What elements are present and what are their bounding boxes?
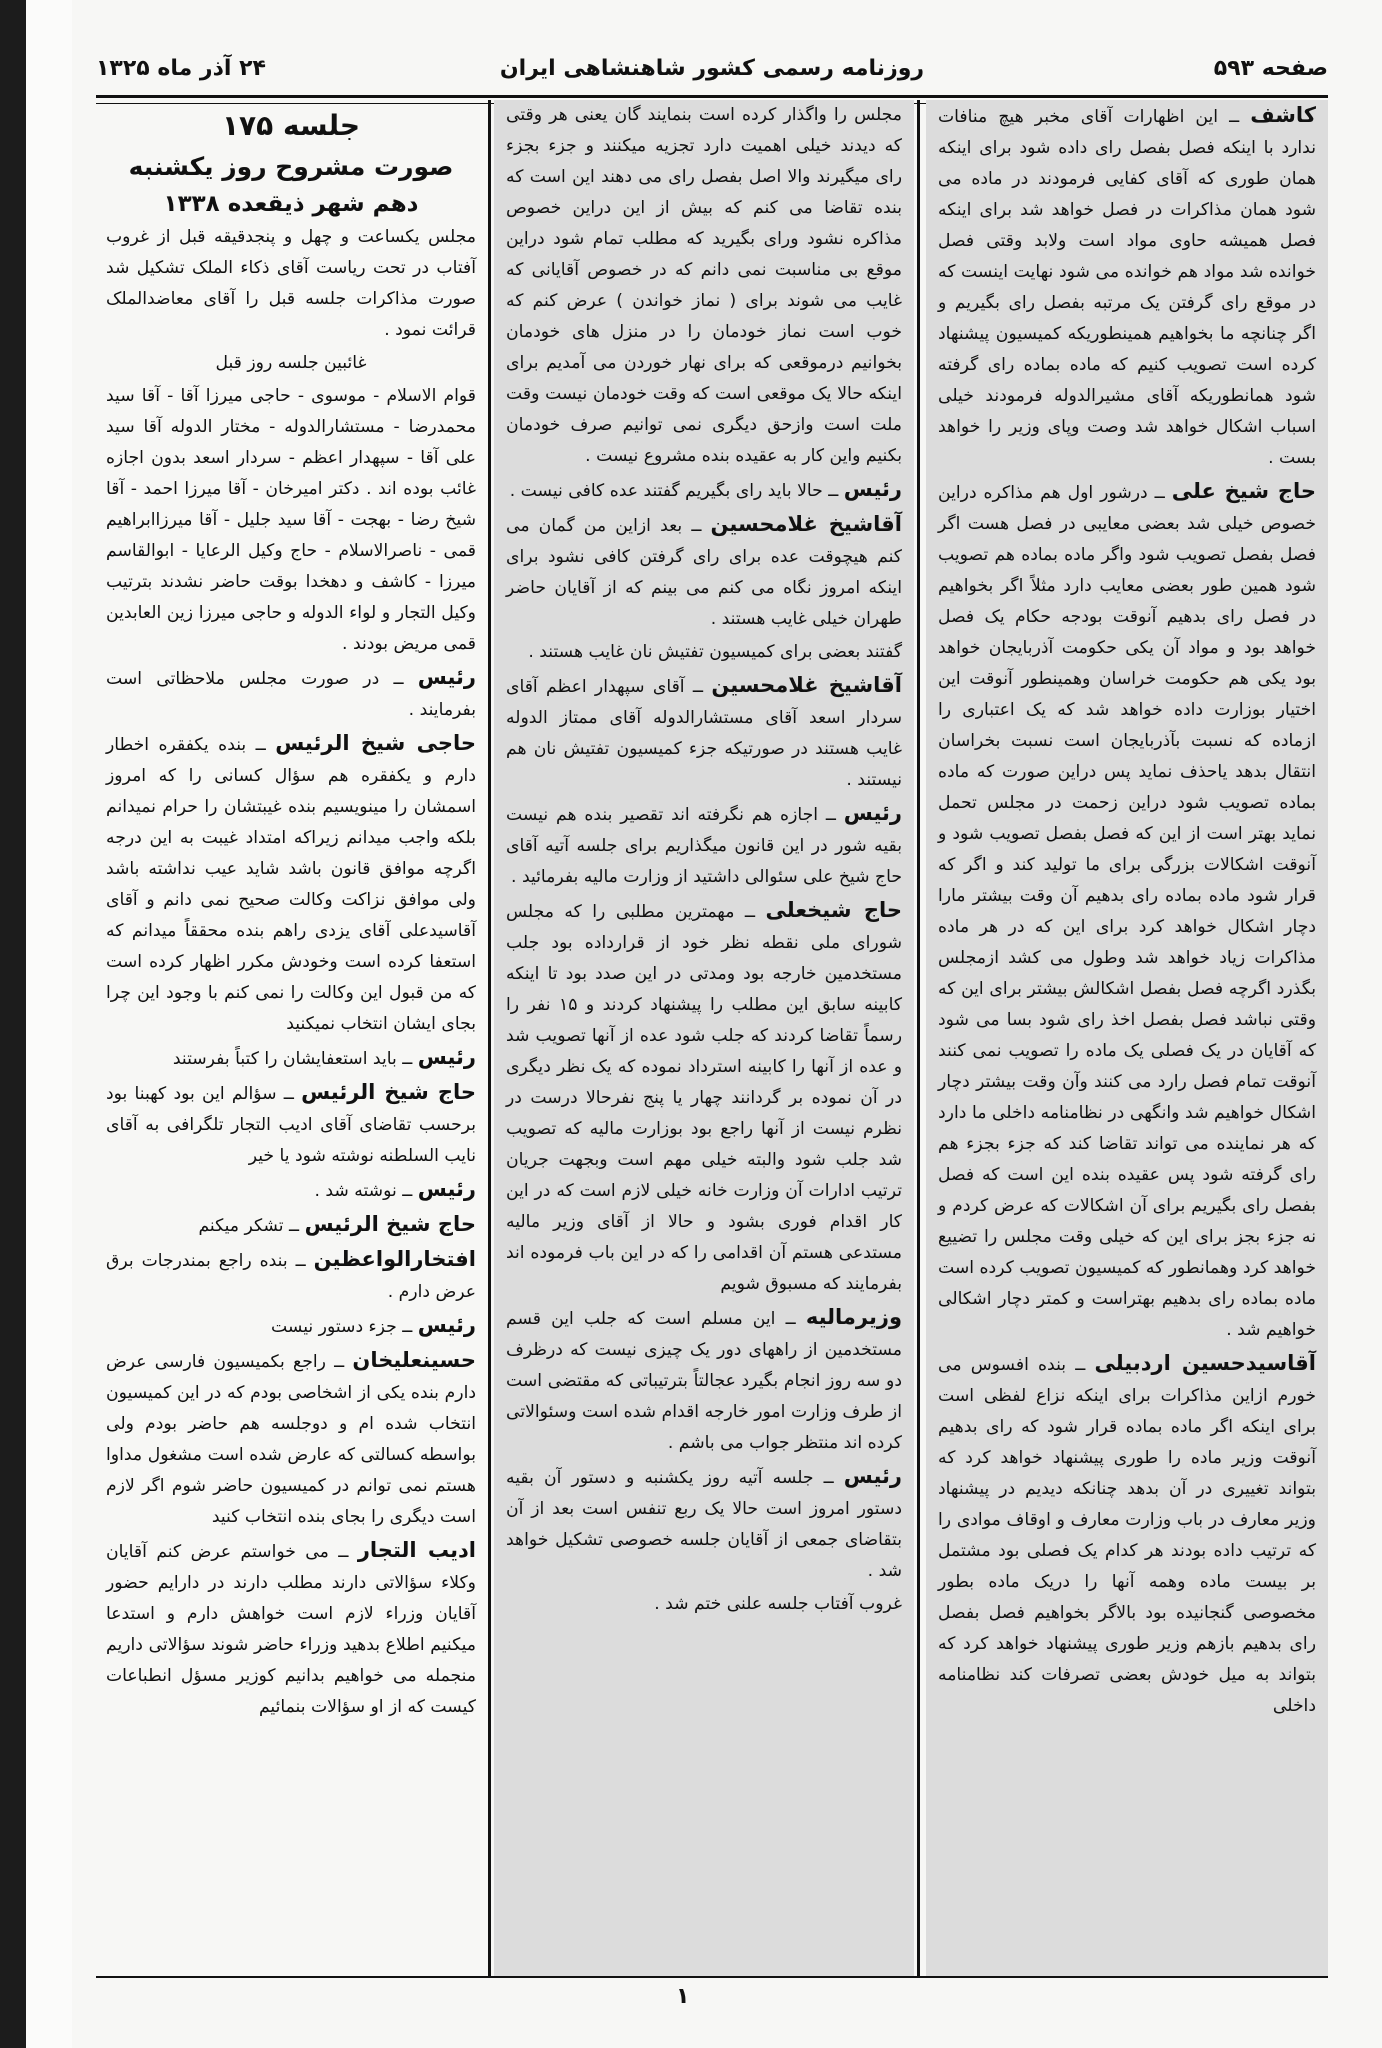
speech-paragraph [106, 662, 476, 726]
page-number-label: صفحه ۵۹۳ [1213, 56, 1328, 81]
left-entries [106, 662, 476, 1723]
speech-paragraph [106, 1174, 476, 1207]
scan-edge [0, 0, 26, 2048]
speech-paragraph [106, 1077, 476, 1172]
speech-text: ــ جزء دستور نیست [271, 1317, 413, 1337]
speaker-name: رئیس [417, 1313, 476, 1337]
speaker-name: حاج شیخ الرئیس [301, 1080, 476, 1104]
speaker-name: رئیس [843, 477, 902, 501]
speech-text: ــ بعد ازاین من گمان می کنم هیچوقت عده برای رای گرفتن کافی نشود برای اینکه امروز نگاه می کنم می بینم که از آقایان حاضر طهران خیلی غایب هستند . [506, 516, 902, 629]
speaker-name: ادیب التجار [357, 1538, 476, 1562]
speaker-name: آقاسیدحسین اردبیلی [1094, 1351, 1316, 1375]
speaker-name: رئیس [417, 665, 476, 689]
speech-text: ــ این اظهارات آقای مخبر هیچ منافات ندارد با اینکه فصل بفصل رای داده شود برای اینکه همان طوری که آقای کفایی فرمودند در ماده می شود همان مذاکرات در فصل خواهد شد برای اینکه فصل همیشه حاوی مواد است ولابد وقتی فصل خوانده شد مواد هم خوانده می شود نهایت اینست که در موقع رای گرفتن یک مرتبه بفصل رای بگیریم و اگر چنانچه ما بخواهیم همینطوریکه کمیسیون پیشنهاد کرده است تصویب کنیم که ماده بماده رای گرفته شود همانطوریکه آقای مشیرالدوله فرمودند خیلی اسباب اشکال خواهد شد وصت وپای وزیر را خواهد بست . [938, 107, 1316, 468]
speaker-name: کاشف [1250, 103, 1317, 127]
speech-text: غروب آفتاب جلسه علنی ختم شد . [654, 1594, 902, 1614]
speech-text: ــ در صورت مجلس ملاحظاتی است بفرمایند . [106, 669, 476, 720]
speech-text: ــ بنده یکفقره اخطار دارم و یکفقره هم سؤال کسانی را که امروز اسمشان را مینویسیم بنده غیبتشان را حرام نمیدانم بلکه واجب میدانم زیراکه امتداد غیبت به این درجه اگرچه موافق قانون باشد شاید عیب نداشته باشد ولی موافق نزاکت وکالت صحیح نمی دانم و آقای آقاسیدعلی آقای یزدی راهم بنده محققاً میدانم که استعفا کرده است وخودش مکرر اظهار کرده است که من قبول این وکالت را نمی کنم با وجود این چرا بجای ایشان انتخاب نمیکنید [106, 735, 476, 1034]
speech-paragraph [938, 100, 1316, 474]
session-intro: مجلس یکساعت و چهل و پنجدقیقه قبل از غروب آفتاب در تحت ریاست آقای ذکاء الملک تشکیل شد صورت مذاکرات جلسه قبل را آقای معاضدالملک قرائت نمود . [106, 227, 476, 340]
right-column [926, 100, 1328, 1976]
speaker-name: حاج شیخ علی [1171, 479, 1316, 503]
speech-paragraph [506, 1302, 902, 1459]
issue-date: ۲۴ آذر ماه ۱۳۲۵ [96, 56, 266, 81]
speech-text: ــ آقای سپهدار اعظم آقای سردار اسعد آقای مستشارالدوله آقای ممتاز الدوله غایب هستند در صورتیکه جزء کمیسیون تفتیش نان هم نیستند . [506, 677, 902, 790]
speech-text: مجلس را واگذار کرده است بنمایند گان یعنی هر وقتی که دیدند خیلی اهمیت دارد تجزیه میکنند و جزء بجزء رای میگیرند والا اصل بفصل رای می دهند این است که بنده تقاضا می کنم که بیش از این دراین خصوص مذاکره نشود ورای بگیرید که مطلب تمام شود دراین موقع بی مناسبت نمی دانم که در خصوص آقایانی که غایب می شوند برای ( نماز خواندن ) عرض کنم که خوب است نماز خودمان را در منزل های خودمان بخوانیم درموقعی که برای نهار خوردن می آمدیم برای اینکه حالا یک موقعی است که وقت خودمان نیست وقت ملت است وازحق دیگری نمی توانیم صرف خودمان بکنیم واین کار به عقیده بنده مشروع نیست . [506, 105, 902, 466]
speech-paragraph [106, 1310, 476, 1343]
speech-text: ــ بنده افسوس می خورم ازاین مذاکرات برای اینکه نزاع لفظی است برای اینکه اگر ماده بماده قرار شود که رای بدهیم آنوقت وزیر ماده را طوری پیشنهاد خواهد کرد که بتواند تغییری در آن بدهد چنانکه دیدیم در پیشنهاد وزیر معارف در باب وزارت معارف و اوقاف موادی را که ترتیب داده بودند هر کدام یک فصلی بود مشتمل بر بیست ماده وهمه آنها را دریک ماده بطور مخصوصی گنجانیده بود بالاگر بخواهیم فصل بفصل رای بدهیم بازهم وزیر طوری پیشنهاد خواهد کرد که بتواند به میل خودش بعضی تصرفات کند نظامنامه داخلی [938, 1355, 1316, 1716]
speech-paragraph [106, 1209, 476, 1242]
page-header [96, 48, 1328, 96]
speaker-name: حسینعلیخان [352, 1348, 476, 1372]
footer-rule [96, 1976, 1328, 1978]
scan-margin [26, 0, 72, 2048]
speech-text: ــ مهمترین مطلبی را که مجلس شورای ملی نقطه نظر خود از قرارداده بود جلب مستخدمین خارجه بود ومدتی در این صدد بود تا اینکه کابینه سابق این مطلب را پیشنهاد کردند و ۱۵ نفر را رسماً تقاضا کردند که جلب شود عده از آنها تصویب شد و عده از آنها را کابینه استرداد نموده که یک نظر دیگری در آن نموده بر گردانند چهار یا پنج نفرحالا درست در نظرم نیست از آنها راجع بود بوزارت مالیه که تصویب شد جلب شود والبته خیلی مهم است وبجهت جریان ترتیب ادارات آن وزارت خانه خیلی لازم است که در این کار اقدام فوری بشود و حالا از آقای وزیر مالیه مستدعی هستم آن اقدامی را که در این باب فرموده اند بفرمایند که مسبوق شویم [506, 902, 902, 1294]
speech-paragraph [506, 509, 902, 635]
speaker-name: رئیس [843, 1464, 902, 1488]
speaker-name: حاجی شیخ الرئیس [275, 731, 476, 755]
speech-paragraph [106, 1535, 476, 1723]
column-divider [917, 100, 920, 1976]
speaker-name: حاج شیخعلی [765, 898, 903, 922]
speech-text: ــ می خواستم عرض کنم آقایان وکلاء سؤالاتی دارند مطلب دارند در دارایم حضور آقایان وزراء لازم است خواهش دارم و استدعا میکنیم اطلاع بدهید وزراء حاضر شوند سؤالاتی داریم منجمله می خواهیم بدانیم کوزیر مسؤل انطباعات کیست که از او سؤالات بنمائیم [106, 1542, 476, 1717]
column-divider [488, 100, 491, 1976]
speaker-name: رئیس [417, 1045, 476, 1069]
middle-column [494, 100, 914, 1976]
left-column [96, 100, 486, 1976]
speech-paragraph [106, 728, 476, 1040]
speech-paragraph [506, 474, 902, 507]
speech-text: ــ سؤالم این بود کهبنا بود برحسب تقاضای آقای ادیب التجار تلگرافی به آقای نایب السلطنه نوشته شود یا خیر [106, 1084, 476, 1166]
speech-paragraph [106, 1042, 476, 1075]
speaker-name: افتخارالواعظین [313, 1247, 476, 1271]
speech-paragraph [106, 1244, 476, 1308]
speech-text: ــ درشور اول هم مذاکره دراین خصوص خیلی شد بعضی معایبی در فصل هست اگر فصل بفصل تصویب شود واگر ماده بماده هم تصویب شود همین طور بعضی معایب دارد مثلاً اگر بخواهیم در فصل رای بدهیم آنوقت بودجه حکام یک فصل خواهد بود و مواد آن یکی حکومت آذربایجان خواهد بود یکی هم حکومت خراسان وهمینطور آنوقت این اختیار بوزارت داده خواهد شد که یک اعتباری را ازماده که نسبت بآذربایجان است نسبت بخراسان انتقال بدهد یاحذف نماید پس دراین صورت که ماده بماده تصویب شود دراین زحمت در مجلس تحمل نماید بهتر است از این که فصل بفصل تصویب شود و آنوقت اشکالات بزرگی برای ما تولید کند و اگر که قرار شود ماده بماده رای بدهیم آن وقت بیشتر مارا دچار اشکال خواهد کرد برای این که در هر ماده مذاکرات زیاد خواهد شد وطول می کشد ازمجلس بگذرد اگرچه فصل بفصل اشکالش بیشتر برای این که وقتی نباشد فصل بفصل اخذ رای شود بسا می شود که آقایان در یک فصلی یک ماده را تصویب نمی کنند آنوقت تمام فصل رارد می کنند وآن وقت بیشتر دچار اشکال خواهیم شد وانگهی در نظامنامه داخلی ما دارد که هر نماینده می تواند تقاضا کند که جزء بجزء هم رای گرفته شود پس عقیده بنده این است که فصل بفصل رای بگیریم برای آن اشکالات که عرض کردم و نه جزء بجز برای این که خیلی وقت مجلس را تضییع خواهد کرد وهمانطور که کمیسیون تصویب کرده است ماده بماده رای بدهیم بهتراست و کمتر دچار اشکالی خواهیم شد . [938, 483, 1316, 1340]
speaker-name: وزیرمالیه [805, 1305, 902, 1329]
speech-paragraph [106, 1345, 476, 1533]
newspaper-title: روزنامه رسمی کشور شاهنشاهی ایران [499, 56, 925, 81]
speaker-name: رئیس [843, 801, 902, 825]
speech-text: ــ بنده راجع بمندرجات برق عرض دارم . [106, 1251, 476, 1302]
speech-text: ــ تشکر میکنم [198, 1216, 300, 1236]
speech-text: ــ راجع بکمیسیون فارسی عرض دارم بنده یکی از اشخاصی بودم که در این کمیسیون انتخاب شده ام و دوجلسه هم حاضر بودم ولی بواسطه کسالتی که عارض شده است مشغول مداوا هستم نمی توانم در کمیسیون حاضر شوم اگر لازم است دیگری را بجای بنده انتخاب کنید [106, 1352, 476, 1527]
speaker-name: رئیس [417, 1177, 476, 1201]
speech-text: ــ این مسلم است که جلب این قسم مستخدمین از راههای دور یک چیزی نیست که درظرف دو سه روز انجام بگیرد عجالتاً بترتیباتی که مقتضی است از طرف وزارت امور خارجه اقدام شده است وسئوالاتی کرده اند منتظر جواب می باشم . [506, 1309, 902, 1453]
speech-text: ــ حالا باید رای بگیریم گفتند عده کافی نیست . [509, 481, 839, 501]
absent-heading: غائبین جلسه روز قبل [215, 353, 367, 373]
speech-paragraph [938, 476, 1316, 1346]
speech-text: ــ جلسه آتیه روز یکشنبه و دستور آن بقیه دستور امروز است حالا یک ربع تنفس است بعد از آن بتقاضای جمعی از آقایان جلسه خصوصی تشکیل خواهد شد . [506, 1468, 902, 1581]
speech-text: گفتند بعضی برای کمیسیون تفتیش نان غایب هستند . [528, 642, 902, 662]
absent-list: قوام الاسلام - موسوی - حاجی میرزا آقا - آقا سید محمدرضا - مستشارالدوله - مختار الدوله آقا سید علی آقا - سپهدار اعظم - سردار اسعد بدون اجازه غائب بوده اند . دکتر امیرخان - آقا میرزا احمد - آقا شیخ رضا - بهجت - آقا سید جلیل - آقا میرزاابراهیم قمی - ناصرالاسلام - حاج وکیل الرعایا - ابوالقاسم میرزا - کاشف و دهخدا بوقت حاضر نشدند بترتیب وکیل التجار و لواء الدوله و حاجی میرزا زین العابدین قمی مریض بودند . [106, 386, 476, 654]
folio-number: ۱ [676, 1984, 690, 2009]
session-title: جلسه ۱۷۵ [221, 109, 361, 142]
speech-text: ــ اجازه هم نگرفته اند تقصیر بنده هم نیست بقیه شور در این قانون میگذاریم برای جلسه آتیه آقای حاج شیخ علی سئوالی داشتید از وزارت مالیه بفرمائید . [506, 805, 902, 887]
speech-text: ــ باید استعفایشان را کتباً بفرستند [172, 1049, 413, 1069]
speaker-name: آقاشیخ غلامحسین [711, 673, 902, 697]
session-subtitle: صورت مشروح روز یکشنبه [128, 152, 454, 181]
speech-paragraph [506, 1589, 902, 1620]
speech-paragraph [506, 798, 902, 893]
speech-paragraph [506, 895, 902, 1300]
speech-paragraph [938, 1348, 1316, 1722]
speaker-name: آقاشیخ غلامحسین [710, 512, 902, 536]
speech-paragraph [506, 637, 902, 668]
speech-paragraph [506, 670, 902, 796]
speech-text: ــ نوشته شد . [314, 1181, 413, 1201]
speaker-name: حاج شیخ الرئیس [304, 1212, 476, 1236]
speech-paragraph [506, 1461, 902, 1587]
session-date: دهم شهر ذیقعده ۱۳۳۸ [163, 191, 419, 217]
speech-paragraph [506, 100, 902, 472]
